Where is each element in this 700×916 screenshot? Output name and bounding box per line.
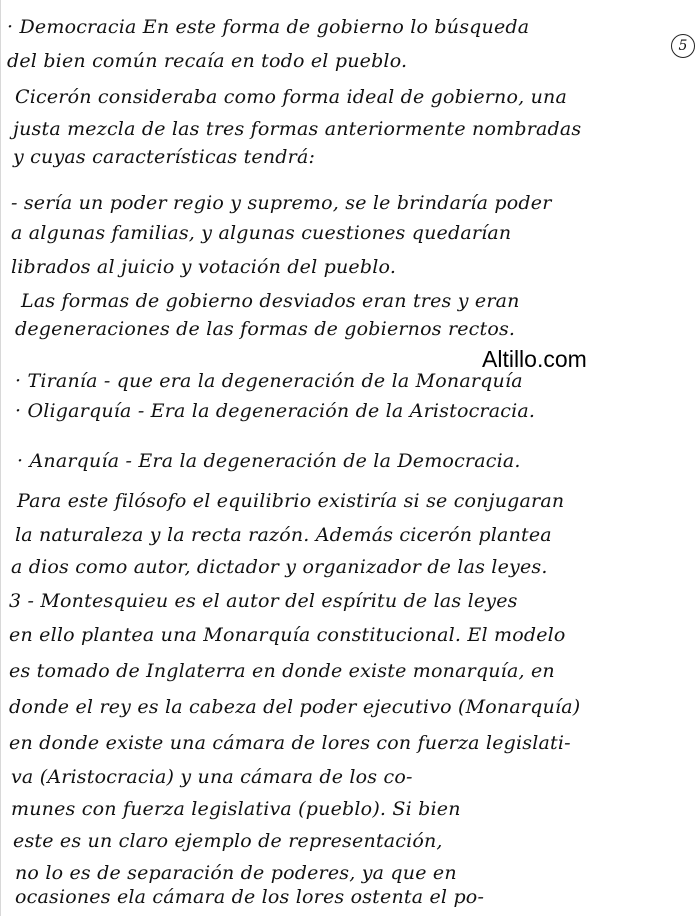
handwritten-line: en ello plantea una Monarquía constitucional. El modelo [9, 624, 566, 646]
handwritten-line: Cicerón consideraba como forma ideal de gobierno, una [15, 86, 567, 108]
handwritten-line: la naturaleza y la recta razón. Además cicerón plantea [15, 524, 552, 546]
handwritten-line: es tomado de Inglaterra en donde existe monarquía, en [9, 660, 555, 682]
handwritten-line: · Tiranía - que era la degeneración de la Monarquía [15, 370, 523, 392]
handwritten-line: - sería un poder regio y supremo, se le brindaría poder [11, 192, 552, 214]
handwritten-line: Las formas de gobierno desviados eran tres y eran [21, 290, 520, 312]
watermark: Altillo.com [482, 346, 587, 372]
handwritten-line: · Democracia En este forma de gobierno lo búsqueda [7, 16, 530, 38]
handwritten-line: justa mezcla de las tres formas anteriormente nombradas [13, 118, 582, 140]
handwritten-line: · Oligarquía - Era la degeneración de la Aristocracia. [15, 400, 536, 422]
handwritten-line: donde el rey es la cabeza del poder ejecutivo (Monarquía) [9, 696, 581, 718]
page-number: 5 [671, 34, 695, 58]
handwritten-line: Para este filósofo el equilibrio existiría si se conjugaran [17, 490, 565, 512]
handwritten-line: 3 - Montesquieu es el autor del espíritu de las leyes [9, 590, 518, 612]
handwritten-line: · Anarquía - Era la degeneración de la Democracia. [17, 450, 521, 472]
handwritten-line: degeneraciones de las formas de gobiernos rectos. [15, 318, 516, 340]
handwritten-line: no lo es de separación de poderes, ya que en [15, 862, 457, 884]
handwritten-line: a dios como autor, dictador y organizador de las leyes. [11, 556, 548, 578]
handwritten-line: va (Aristocracia) y una cámara de los co- [11, 766, 413, 788]
handwritten-line: en donde existe una cámara de lores con fuerza legislati- [9, 732, 571, 754]
handwritten-line: del bien común recaía en todo el pueblo. [7, 50, 408, 72]
handwritten-line: librados al juicio y votación del pueblo. [11, 256, 397, 278]
handwritten-line: munes con fuerza legislativa (pueblo). Si bien [11, 798, 461, 820]
handwritten-line: a algunas familias, y algunas cuestiones quedarían [11, 222, 512, 244]
handwritten-line: y cuyas características tendrá: [13, 146, 316, 168]
handwritten-line: este es un claro ejemplo de representación, [13, 830, 443, 852]
handwritten-line: ocasiones ela cámara de los lores ostenta el po- [15, 886, 485, 908]
